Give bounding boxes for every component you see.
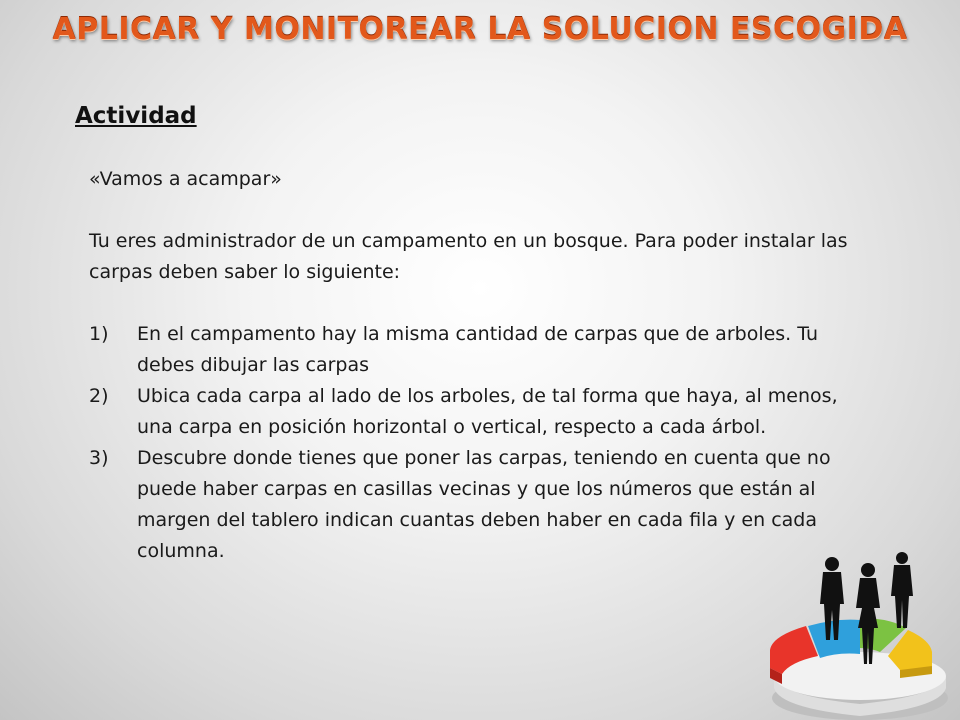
slide-title: APLICAR Y MONITOREAR LA SOLUCION ESCOGIDA (52, 12, 908, 47)
step-number: 1) (89, 323, 109, 345)
business-team-pie-icon (760, 548, 960, 720)
step-text: En el campamento hay la misma cantidad de carpas que de arboles. Tu debes dibujar las carpas (137, 323, 819, 376)
list-item (89, 443, 849, 567)
step-text: Ubica cada carpa al lado de los arboles, de tal forma que haya, al menos, una carpa en posición horizontal o vertical, respecto a cada árbol. (137, 385, 838, 438)
list-item (89, 319, 849, 381)
steps-list (89, 319, 849, 567)
step-number: 2) (89, 385, 109, 407)
step-number: 3) (89, 447, 109, 469)
section-heading: Actividad (75, 103, 197, 129)
activity-subtitle: «Vamos a acampar» (89, 168, 282, 190)
person-silhouette-right (891, 552, 913, 628)
step-text: Descubre donde tienes que poner las carpas, teniendo en cuenta que no puede haber carpas en casillas vecinas y que los números que están al margen del tablero indican cuantas deben haber en cada fila y en cada columna. (137, 447, 831, 562)
activity-body (89, 164, 849, 567)
list-item (89, 381, 849, 443)
activity-intro: Tu eres administrador de un campamento en un bosque. Para poder instalar las carpas deben saber lo siguiente: (89, 230, 848, 283)
